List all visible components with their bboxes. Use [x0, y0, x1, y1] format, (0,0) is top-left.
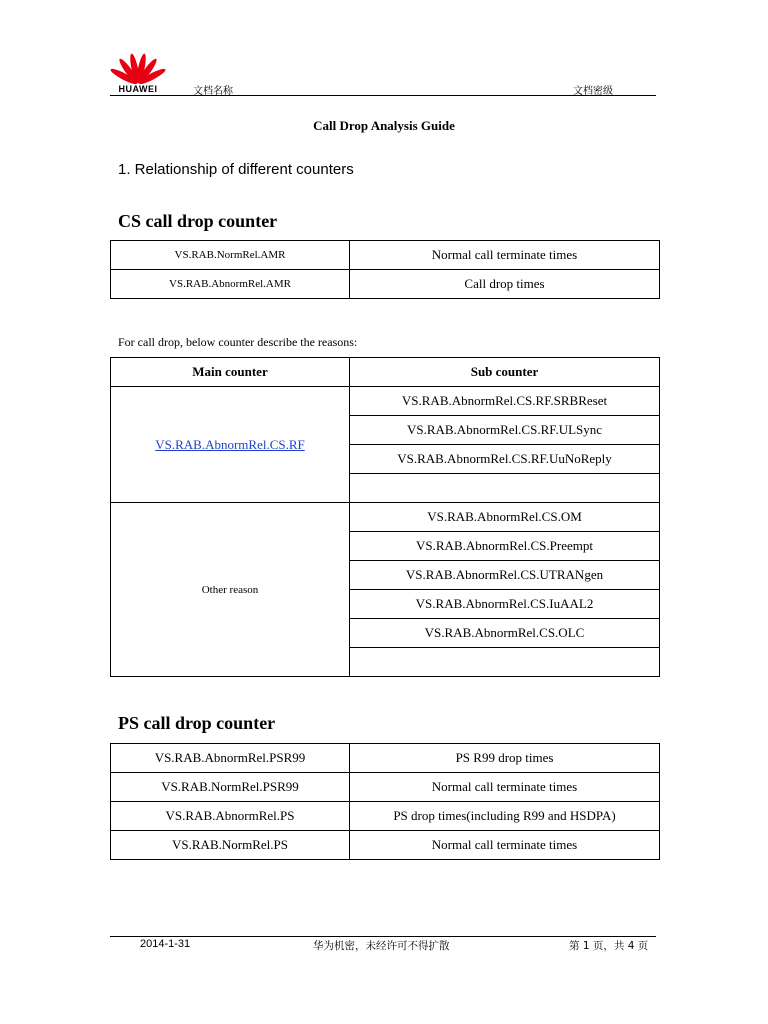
- footer-rule: [110, 936, 656, 937]
- sub-counter-cell: VS.RAB.AbnormRel.CS.UTRANgen: [350, 561, 660, 590]
- huawei-petals-icon: [110, 48, 166, 88]
- counter-cell: VS.RAB.AbnormRel.AMR: [111, 270, 350, 299]
- ps-counter-table: [110, 743, 660, 860]
- sub-counter-cell: VS.RAB.AbnormRel.CS.IuAAL2: [350, 590, 660, 619]
- description-cell: Normal call terminate times: [350, 773, 660, 802]
- section-heading-1: 1. Relationship of different counters: [118, 161, 354, 178]
- description-cell: Call drop times: [350, 270, 660, 299]
- table-row: [111, 241, 660, 270]
- cs-counter-table: [110, 240, 660, 299]
- counter-cell: VS.RAB.AbnormRel.PS: [111, 802, 350, 831]
- document-title: Call Drop Analysis Guide: [313, 118, 455, 133]
- footer-confidential-notice: 华为机密，未经许可不得扩散: [313, 940, 450, 952]
- sub-counter-cell: VS.RAB.AbnormRel.CS.RF.ULSync: [350, 416, 660, 445]
- column-header-main: Main counter: [111, 358, 350, 387]
- reasons-table: [110, 357, 660, 677]
- column-header-sub: Sub counter: [350, 358, 660, 387]
- cs-heading: CS call drop counter: [118, 211, 278, 231]
- description-cell: PS R99 drop times: [350, 744, 660, 773]
- table-row: [111, 387, 660, 416]
- description-cell: Normal call terminate times: [350, 831, 660, 860]
- main-counter-cell: Other reason: [111, 503, 350, 677]
- table-header-row: [111, 358, 660, 387]
- main-counter-cell: [111, 387, 350, 503]
- document-name-label: 文档名称: [193, 86, 233, 97]
- sub-counter-cell: [350, 474, 660, 503]
- ps-heading: PS call drop counter: [118, 713, 276, 733]
- table-row: [111, 744, 660, 773]
- table-row: [111, 503, 660, 532]
- header-rule: [110, 95, 656, 96]
- sub-counter-cell: VS.RAB.AbnormRel.CS.OM: [350, 503, 660, 532]
- counter-cell: VS.RAB.NormRel.AMR: [111, 241, 350, 270]
- table-row: [111, 831, 660, 860]
- sub-counter-cell: VS.RAB.AbnormRel.CS.OLC: [350, 619, 660, 648]
- sub-counter-cell: [350, 648, 660, 677]
- counter-cell: VS.RAB.AbnormRel.PSR99: [111, 744, 350, 773]
- reasons-note: For call drop, below counter describe the reasons:: [118, 335, 358, 349]
- footer-date: 2014-1-31: [140, 938, 191, 950]
- sub-counter-cell: VS.RAB.AbnormRel.CS.RF.UuNoReply: [350, 445, 660, 474]
- main-counter-link-rf[interactable]: VS.RAB.AbnormRel.CS.RF: [155, 436, 305, 452]
- sub-counter-cell: VS.RAB.AbnormRel.CS.Preempt: [350, 532, 660, 561]
- huawei-logo: [110, 48, 166, 96]
- description-cell: PS drop times(including R99 and HSDPA): [350, 802, 660, 831]
- counter-cell: VS.RAB.NormRel.PSR99: [111, 773, 350, 802]
- table-row: [111, 802, 660, 831]
- counter-cell: VS.RAB.NormRel.PS: [111, 831, 350, 860]
- table-row: [111, 270, 660, 299]
- document-classification-label: 文档密级: [573, 86, 613, 97]
- table-row: [111, 773, 660, 802]
- logo-wordmark: HUAWEI: [118, 84, 158, 94]
- description-cell: Normal call terminate times: [350, 241, 660, 270]
- footer-page-number: 第 1 页，共 4 页: [569, 940, 649, 952]
- sub-counter-cell: VS.RAB.AbnormRel.CS.RF.SRBReset: [350, 387, 660, 416]
